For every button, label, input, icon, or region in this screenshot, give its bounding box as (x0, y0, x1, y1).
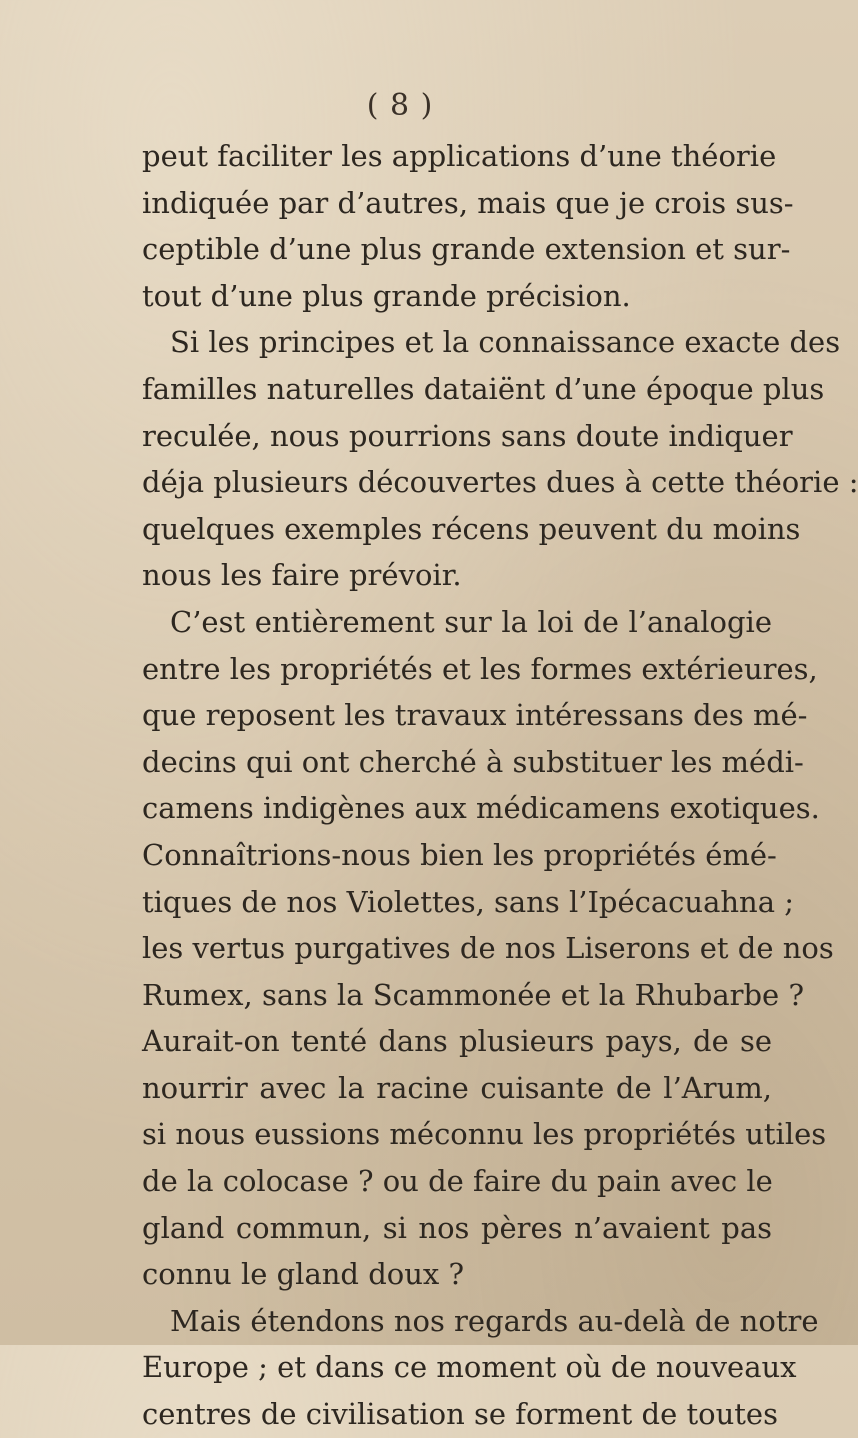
text-line: nourrir avec la racine cuisante de l’Arum, (142, 1070, 772, 1105)
text-line: entre les propriétés et les formes extérieures, (142, 651, 818, 686)
text-line: familles naturelles dataiënt d’une époque plus (142, 371, 825, 406)
text-line: Mais étendons nos regards au-delà de notre (170, 1303, 819, 1338)
text-line: Si les principes et la connaissance exacte des (170, 325, 841, 360)
text-line: decins qui ont cherché à substituer les médi- (142, 744, 804, 779)
text-line: reculée, nous pourrions sans doute indiquer (142, 418, 793, 453)
text-line: centres de civilisation se forment de toutes (142, 1397, 778, 1432)
body-text (142, 133, 858, 1438)
text-line: tiques de nos Violettes, sans l’Ipécacuahna ; (142, 884, 795, 919)
text-line: peut faciliter les applications d’une théorie (142, 139, 777, 173)
text-line: ceptible d’une plus grande extension et sur- (142, 232, 791, 267)
text-line: Connaîtrions-nous bien les propriétés émé- (142, 837, 777, 872)
text-line: indiquée par d’autres, mais que je crois sus- (142, 185, 794, 220)
text-line: nous les faire prévoir. (142, 558, 462, 593)
text-line: si nous eussions méconnu les propriétés utiles (142, 1117, 827, 1152)
text-line: camens indigènes aux médicamens exotiques. (142, 791, 820, 826)
text-line: connu le gland doux ? (142, 1257, 465, 1292)
page-number: ( 8 ) (366, 88, 434, 123)
text-line: Aurait-on tenté dans plusieurs pays, de se (142, 1024, 772, 1059)
text-line: quelques exemples récens peuvent du moins (142, 511, 801, 546)
text-line: déja plusieurs découvertes dues à cette théorie : (142, 465, 858, 500)
text-line: de la colocase ? ou de faire du pain avec le (142, 1164, 773, 1199)
text-line: Rumex, sans la Scammonée et la Rhubarbe ? (142, 977, 804, 1012)
text-line: C’est entièrement sur la loi de l’analogie (170, 604, 772, 639)
text-line: gland commun, si nos pères n’avaient pas (142, 1210, 772, 1245)
text-line: Europe ; et dans ce moment où de nouveaux (142, 1350, 797, 1385)
text-line: les vertus purgatives de nos Liserons et de nos (142, 931, 834, 966)
text-line: tout d’une plus grande précision. (142, 278, 631, 313)
text-line: que reposent les travaux intéressans des mé- (142, 698, 808, 733)
